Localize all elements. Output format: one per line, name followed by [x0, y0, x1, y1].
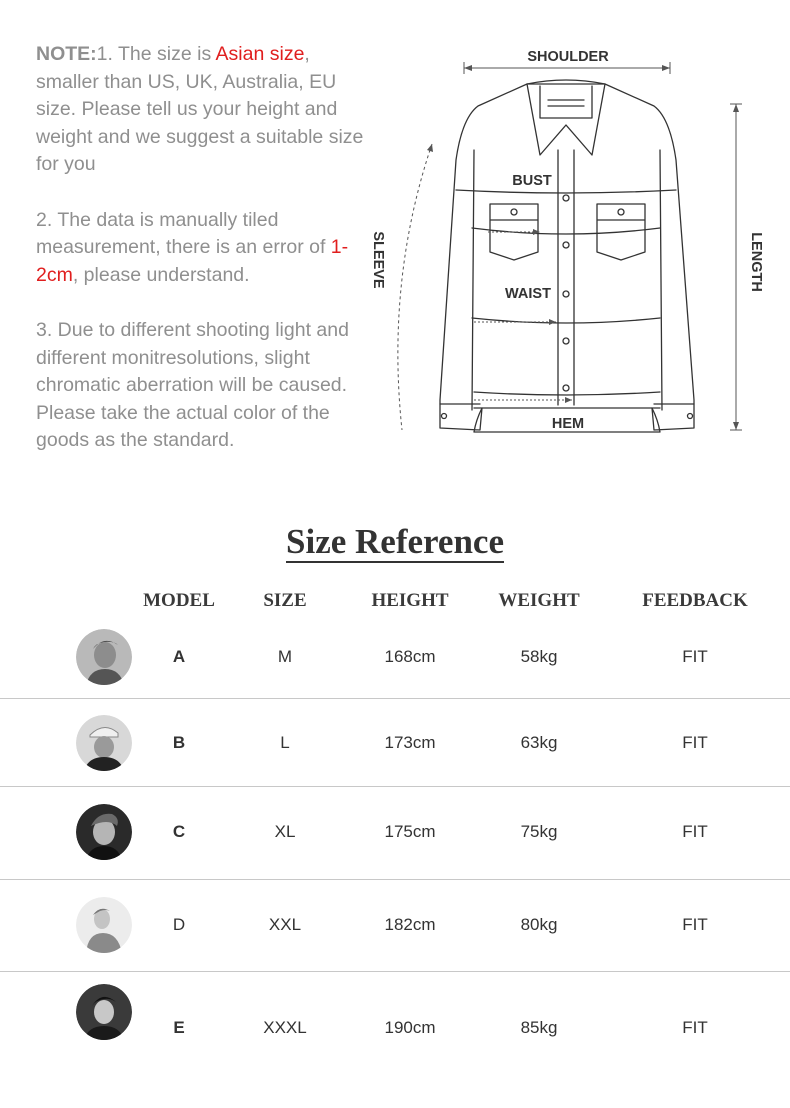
note-1: NOTE:1. The size is Asian size, smaller than US, UK, Australia, EU size. Please tell us your height and weight and we suggest a suitable size for you: [36, 43, 364, 176]
hem-label: HEM: [551, 416, 585, 432]
header-size: SIZE: [263, 590, 307, 611]
model-c-avatar: [76, 804, 132, 860]
height-value: 182cm: [384, 915, 436, 934]
model-d-avatar: [76, 897, 132, 953]
header-feedback: FEEDBACK: [642, 590, 748, 611]
note-lead: NOTE:: [36, 43, 97, 65]
size-value: XXXL: [263, 1018, 307, 1037]
height-value: 190cm: [384, 1018, 436, 1037]
header-weight: WEIGHT: [498, 590, 580, 611]
size-notes: [36, 41, 366, 483]
row-divider: [0, 786, 790, 787]
weight-value: 85kg: [520, 1018, 558, 1037]
jacket-measurement-diagram: [368, 40, 780, 460]
model-label: A: [172, 647, 186, 666]
height-value: 173cm: [384, 733, 436, 752]
height-value: 168cm: [384, 647, 436, 666]
row-divider: [0, 879, 790, 880]
shoulder-label: SHOULDER: [527, 49, 609, 65]
model-label: E: [173, 1018, 185, 1037]
size-reference-title: Size Reference: [286, 522, 504, 561]
feedback-value: FIT: [682, 1018, 708, 1037]
model-a-avatar: [76, 629, 132, 685]
row-divider: [0, 971, 790, 972]
note-2: 2. The data is manually tiled measurement, there is an error of 1-2cm, please understand.: [36, 208, 349, 286]
size-value: M: [277, 647, 293, 666]
size-value: XL: [274, 822, 296, 841]
height-value: 175cm: [384, 822, 436, 841]
size-table-header: [0, 590, 790, 620]
weight-value: 58kg: [520, 647, 558, 666]
feedback-value: FIT: [682, 733, 708, 752]
feedback-value: FIT: [682, 647, 708, 666]
bust-label: BUST: [512, 173, 552, 189]
size-value: L: [280, 733, 290, 752]
size-value: XXL: [268, 915, 302, 934]
weight-value: 63kg: [520, 733, 558, 752]
model-label: D: [172, 915, 186, 934]
error-range-highlight: 1-2cm: [36, 236, 349, 286]
feedback-value: FIT: [682, 915, 708, 934]
model-label: B: [172, 733, 186, 752]
model-b-avatar: [76, 715, 132, 771]
model-label: C: [172, 822, 186, 841]
weight-value: 75kg: [520, 822, 558, 841]
model-e-avatar: [76, 984, 132, 1040]
sleeve-label: SLEEVE: [370, 231, 386, 289]
header-model: MODEL: [143, 590, 215, 611]
waist-label: WAIST: [505, 286, 551, 302]
asian-size-highlight: Asian size: [215, 43, 305, 65]
header-height: HEIGHT: [371, 590, 449, 611]
feedback-value: FIT: [682, 822, 708, 841]
row-divider: [0, 698, 790, 699]
weight-value: 80kg: [520, 915, 558, 934]
length-label: LENGTH: [748, 232, 764, 292]
note-3: 3. Due to different shooting light and different monitresolutions, slight chromatic aberration will be caused. Please take the actual color of the goods as the standard.: [36, 318, 349, 452]
